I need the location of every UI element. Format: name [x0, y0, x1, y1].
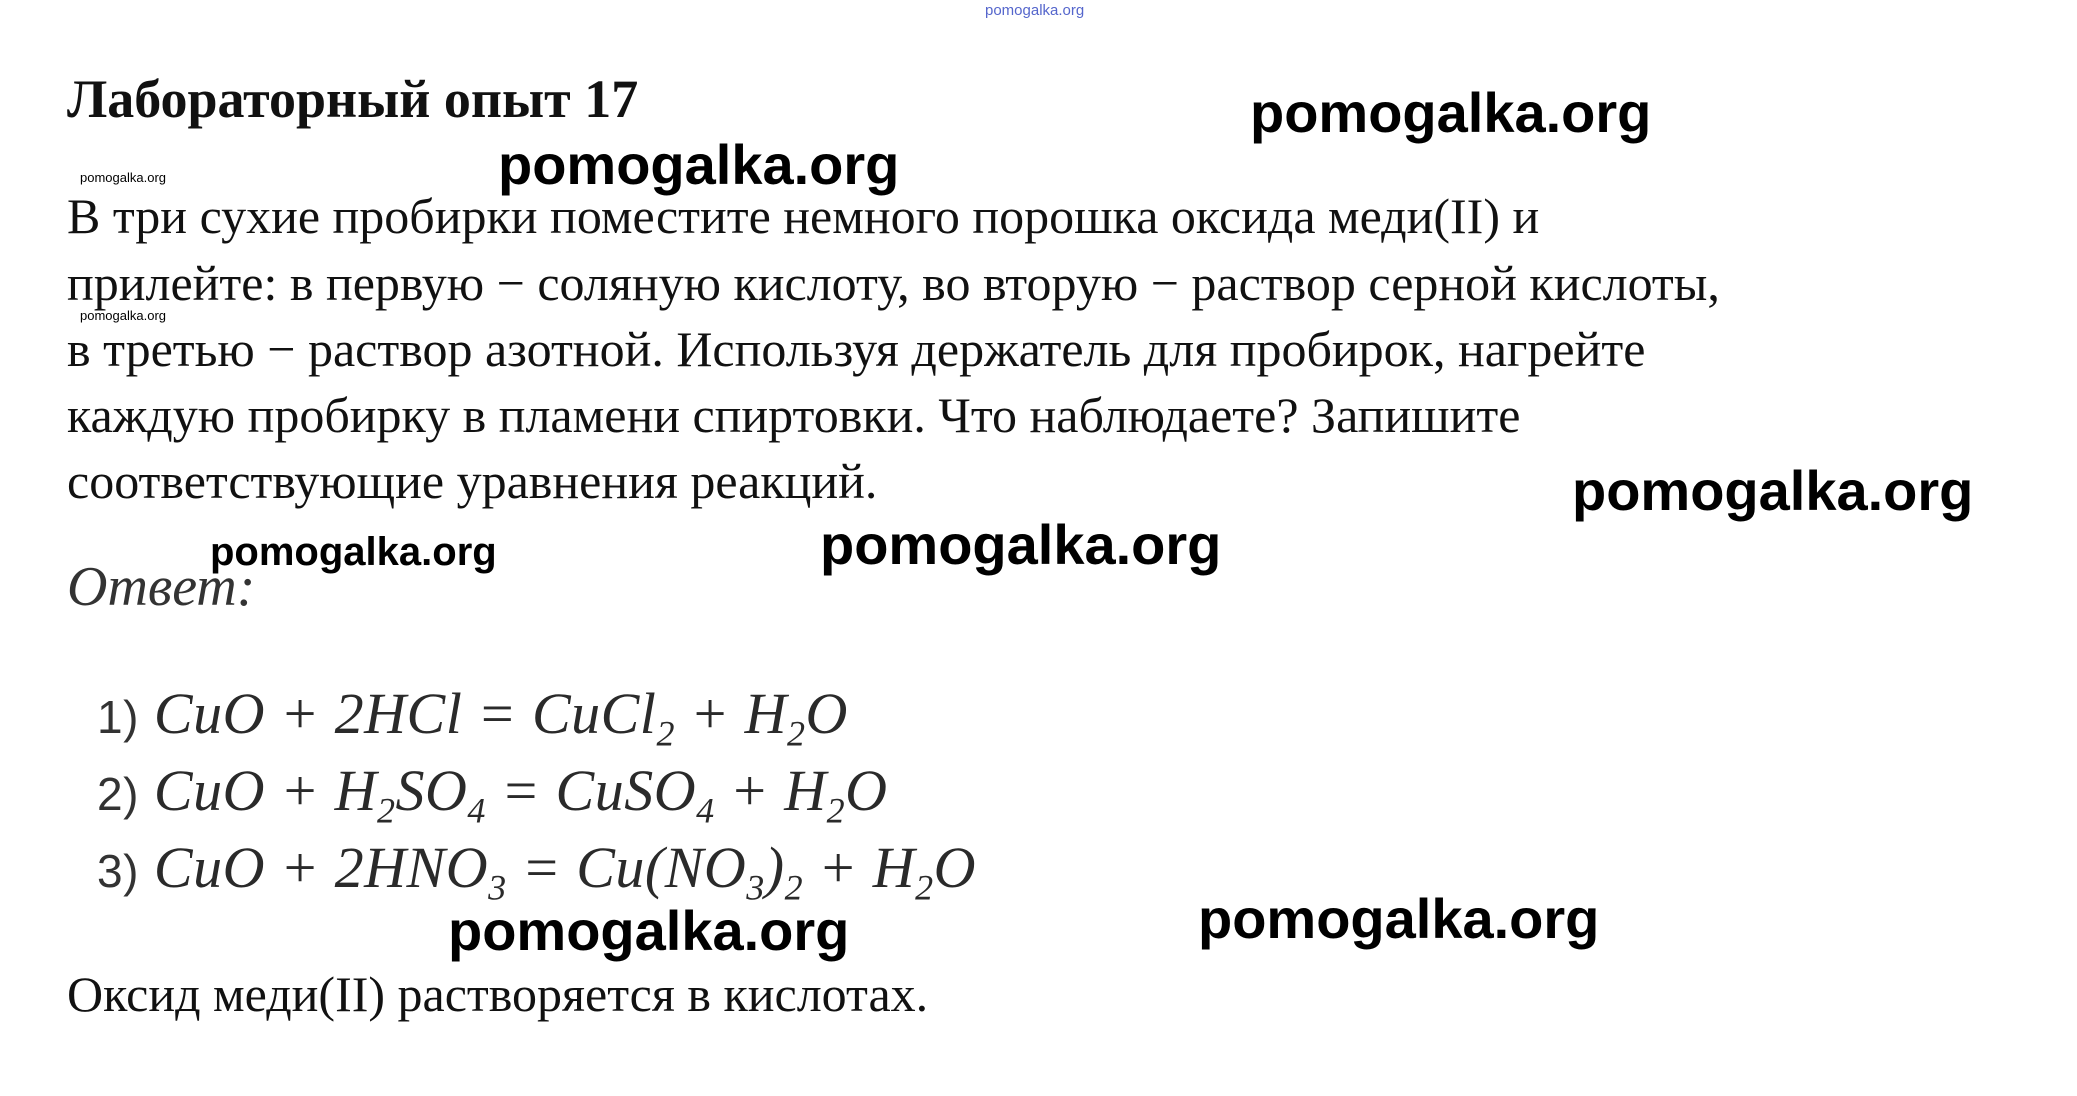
answer-label: Ответ:	[67, 556, 256, 618]
header-watermark: pomogalka.org	[985, 2, 1085, 19]
task-line: В три сухие пробирки поместите немного порошка оксида меди(II) и	[67, 188, 1540, 244]
task-line: соответствующие уравнения реакций.	[67, 453, 878, 509]
conclusion-text: Оксид меди(II) растворяется в кислотах.	[67, 966, 929, 1022]
watermark: pomogalka.org	[1250, 81, 1652, 144]
watermark: pomogalka.org	[80, 170, 166, 185]
equation-2: 2) CuO + $H_2SO_4$ = CuSO$_4$ + $H_2O$	[97, 758, 888, 831]
watermark: pomogalka.org	[1198, 887, 1600, 950]
equation-1: 1) CuO + 2HCl = CuCl$_2$ + $H_2O$	[97, 681, 848, 754]
watermark: pomogalka.org	[210, 530, 497, 574]
task-line: каждую пробирку в пламени спиртовки. Что наблюдаете? Запишите	[67, 387, 1521, 443]
equation-number: 3)	[97, 845, 139, 897]
task-line: в третью − раствор азотной. Используя держатель для пробирок, нагрейте	[67, 321, 1646, 377]
watermark: pomogalka.org	[820, 513, 1222, 576]
watermark: pomogalka.org	[498, 133, 900, 196]
watermark: pomogalka.org	[80, 308, 166, 323]
task-line: прилейте: в первую − соляную кислоту, во вторую − раствор серной кислоты,	[67, 255, 1720, 311]
equation-3: 3) CuO + $2HNO_3 = Cu(NO_3)_2 + H_2O$	[97, 835, 977, 908]
watermark: pomogalka.org	[1572, 459, 1974, 522]
document-title: Лабораторный опыт 17	[67, 69, 639, 129]
equation-number: 2)	[97, 768, 139, 820]
equation-number: 1)	[97, 691, 139, 743]
watermark: pomogalka.org	[448, 899, 850, 962]
